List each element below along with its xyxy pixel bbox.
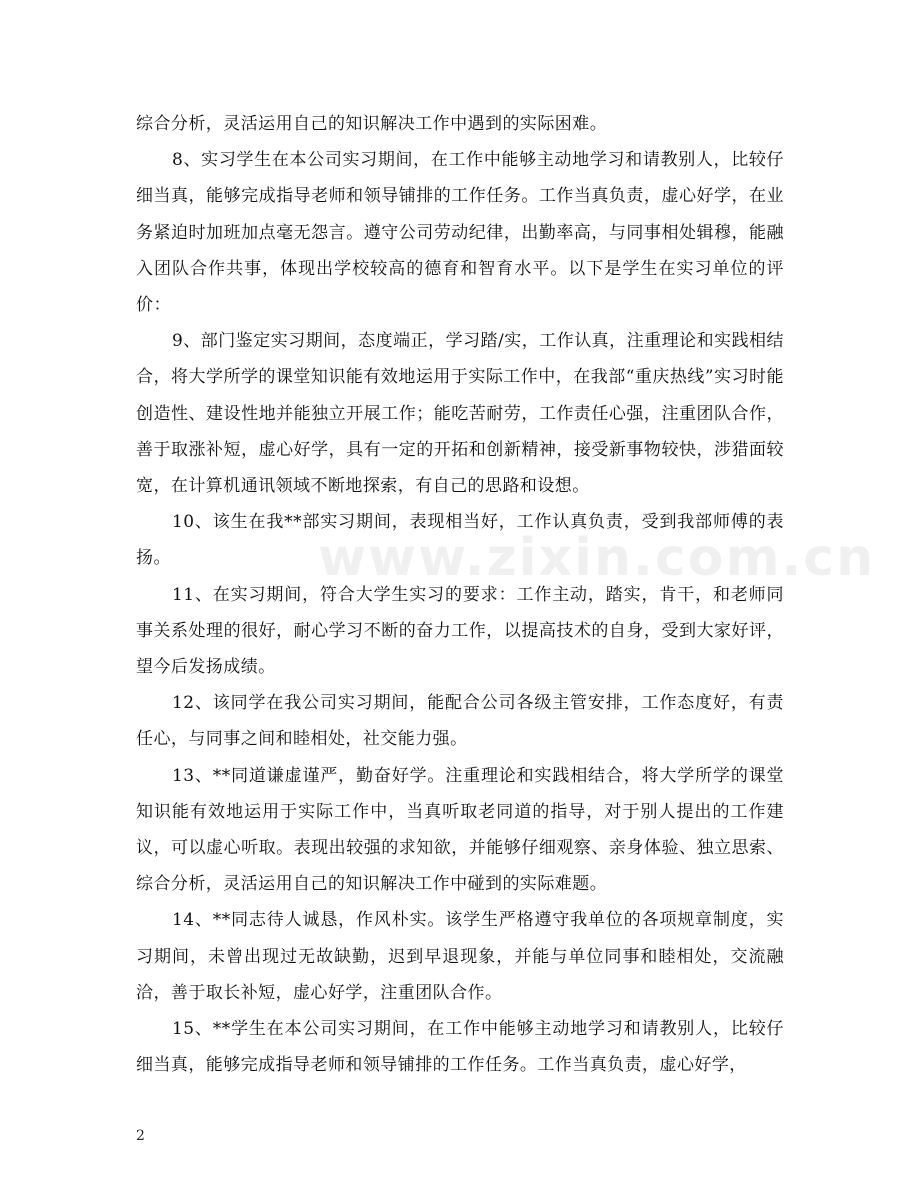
paragraph-item-14: 14、**同志待人诚恳，作风朴实。该学生严格遵守我单位的各项规章制度，实习期间，未曾出现过无故缺勤，迟到早退现象，并能与单位同事和睦相处，交流融洽，善于取长补短，虚心好学，注重团队合作。 bbox=[136, 910, 784, 1003]
paragraph-item-13: 13、**同道谦虚谨严，勤奋好学。注重理论和实践相结合，将大学所学的课堂知识能有效地运用于实际工作中，当真听取老同道的指导，对于别人提出的工作建议，可以虚心听取。表现出较强的求知欲，并能够仔细观察、亲身体验、独立思索、综合分析，灵活运用自己的知识解决工作中碰到的实际难题。 bbox=[136, 765, 784, 895]
paragraph-continuation: 综合分析，灵活运用自己的知识解决工作中遇到的实际困难。 bbox=[136, 114, 608, 134]
paragraph-item-15: 15、**学生在本公司实习期间，在工作中能够主动地学习和请教别人，比较仔细当真，能够完成指导老师和领导铺排的工作任务。工作当真负责，虚心好学， bbox=[136, 1019, 784, 1076]
paragraph-item-12: 12、该同学在我公司实习期间，能配合公司各级主管安排，工作态度好，有责任心，与同事之间和睦相处，社交能力强。 bbox=[136, 693, 784, 750]
paragraph-item-8: 8、实习学生在本公司实习期间，在工作中能够主动地学习和请教别人，比较仔细当真，能够完成指导老师和领导铺排的工作任务。工作当真负责，虚心好学，在业务紧迫时加班加点毫无怨言。遵守公司劳动纪律，出勤率高，与同事相处辑穆，能融入团队合作共事，体现出学校较高的德育和智育水平。以下是学生在实习单位的评价： bbox=[136, 150, 784, 316]
document-body bbox=[136, 106, 784, 1083]
paragraph-item-10: 10、该生在我**部实习期间，表现相当好，工作认真负责，受到我部师傅的表扬。 bbox=[136, 512, 784, 569]
paragraph-item-9: 9、部门鉴定实习期间，态度端正，学习踏/实，工作认真，注重理论和实践相结合，将大学所学的课堂知识能有效地运用于实际工作中，在我部“重庆热线”实习时能创造性、建设性地并能独立开展工作；能吃苦耐劳，工作责任心强，注重团队合作，善于取涨补短，虚心好学，具有一定的开拓和创新精神，接受新事物较快，涉猎面较宽，在计算机通讯领域不断地探索，有自己的思路和设想。 bbox=[136, 331, 784, 497]
paragraph-item-11: 11、在实习期间，符合大学生实习的要求：工作主动，踏实，肯干，和老师同事关系处理的很好，耐心学习不断的奋力工作，以提高技术的自身，受到大家好评，望今后发扬成绩。 bbox=[136, 584, 784, 678]
page-number: 2 bbox=[136, 1128, 145, 1144]
watermark: www.zixin.com.cn bbox=[318, 528, 876, 588]
